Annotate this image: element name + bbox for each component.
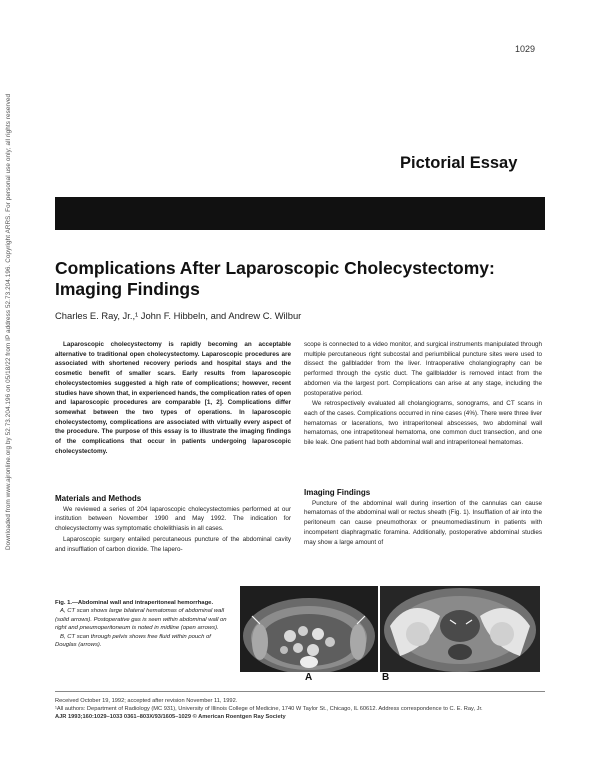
caption-title: Fig. 1.—Abdominal wall and intraperitoneal hemorrhage. <box>55 600 214 606</box>
left-column-body <box>55 494 291 554</box>
journal-citation: AJR 1993;160:1029–1033 0361–803X/93/1605–1029 © American Roentgen Ray Society <box>55 714 286 721</box>
ct-scan-pelvis-image <box>380 586 540 672</box>
body-paragraph: Laparoscopic surgery entailed percutaneous puncture of the abdominal cavity and insufflation of carbon dioxide. The lapero- <box>55 535 291 553</box>
panel-label-b: B <box>382 672 390 683</box>
caption-panel-a: A, CT scan shows large bilateral hematomas of abdominal wall (solid arrows). Postoperative gas is seen within abdominal wall on right and pneumoperitoneum is noted in midline (open arrows). <box>55 608 227 632</box>
body-paragraph: scope is connected to a video monitor, and surgical instruments manipulated through multiple percutaneous right subcostal and periumbilical puncture sites were used to dissect the gallbladder from the liver. Intraoperative cholangiography can be performed through the cystic duct. The gallbladder is removed intact from the abdomen via the largest port. Complications can arise at any stage, including the postoperative period. <box>304 341 542 397</box>
imaging-findings-heading: Imaging Findings <box>304 488 371 497</box>
title-line-2: Imaging Findings <box>55 279 200 299</box>
download-watermark: Downloaded from www.ajronline.org by 52.73.204.196 on 05/18/22 from IP address 52.73.204.196. Copyright ARRS. For personal use only; all rights reserved <box>5 93 12 550</box>
section-banner-bar <box>55 197 545 230</box>
figure-caption <box>55 599 230 649</box>
footnote-affiliation: ¹All authors: Department of Radiology (MC 931), University of Illinois College of Medicine, 1740 W Taylor St., Chicago, IL 60612. Address correspondence to C. E. Ray, Jr. <box>55 706 483 713</box>
body-paragraph: Puncture of the abdominal wall during insertion of the cannulas can cause hematomas of the abdominal wall or rectus sheath (Fig. 1). Insufflation of air into the peritoneum can cause pneumothorax or pneumomediastinum in patients with incompetent diaphragmatic foramina. Additionally, postoperative abdominal studies may show a large amount of <box>304 499 542 546</box>
body-paragraph: We reviewed a series of 204 laparoscopic cholecystectomies performed at our institution between November 1990 and May 1992. The indication for cholecystectomy was symptomatic cholelithiasis in all cases. <box>55 505 291 533</box>
section-label: Pictorial Essay <box>400 154 518 172</box>
caption-panel-b: B, CT scan through pelvis shows free fluid within pouch of Douglas (arrows). <box>55 633 211 649</box>
title-line-1: Complications After Laparoscopic Cholecystectomy: <box>55 258 495 278</box>
abstract-text: Laparoscopic cholecystectomy is rapidly becoming an acceptable alternative to traditional open cholecystectomy. Laparoscopic procedures are associated with shortened recovery periods and hospital stays and the cosmetic benefit of smaller scars. Early results from laparoscopic cholecystectomies suggested a high rate of complications; however, recent studies have shown that, in experienced hands, the complication rates of open and laparoscopic procedures are comparable [1, 2]. Complications differ somewhat between the two types of operations. In laparoscopic cholecystectomy, complications are associated with virtually every aspect of the procedure. The purpose of this essay is to illustrate the imaging findings of the complications that occur in patients undergoing laparoscopic cholecystectomy. <box>55 341 291 455</box>
ct-scan-panel-b <box>380 586 540 672</box>
footnote-divider <box>55 691 545 692</box>
article-title <box>55 258 545 300</box>
page-number: 1029 <box>515 44 536 54</box>
body-paragraph: We retrospectively evaluated all cholangiograms, sonograms, and CT scans in each of the cases. Complications occurred in nine cases (4%). There were three liver hematomas or lacerations, two intraperitoneal abscesses, two abdominal wall hematomas, one intrapetitoneal hematoma, one common duct transection, and one bile leak. One patient had both abdominal wall and intraperitoneal hematomas. <box>304 400 542 447</box>
materials-methods-heading: Materials and Methods <box>55 494 142 503</box>
abstract <box>55 340 291 456</box>
footnote-received: Received October 19, 1992; accepted after revision November 11, 1992. <box>55 698 238 704</box>
footnotes <box>55 697 545 722</box>
ct-scan-abdomen-image <box>240 586 378 672</box>
panel-label-a: A <box>305 672 313 683</box>
ct-scan-panel-a <box>240 586 378 672</box>
right-column-bottom <box>304 488 542 547</box>
author-list: Charles E. Ray, Jr.,¹ John F. Hibbeln, and Andrew C. Wilbur <box>55 310 302 321</box>
right-column-top <box>304 340 542 448</box>
